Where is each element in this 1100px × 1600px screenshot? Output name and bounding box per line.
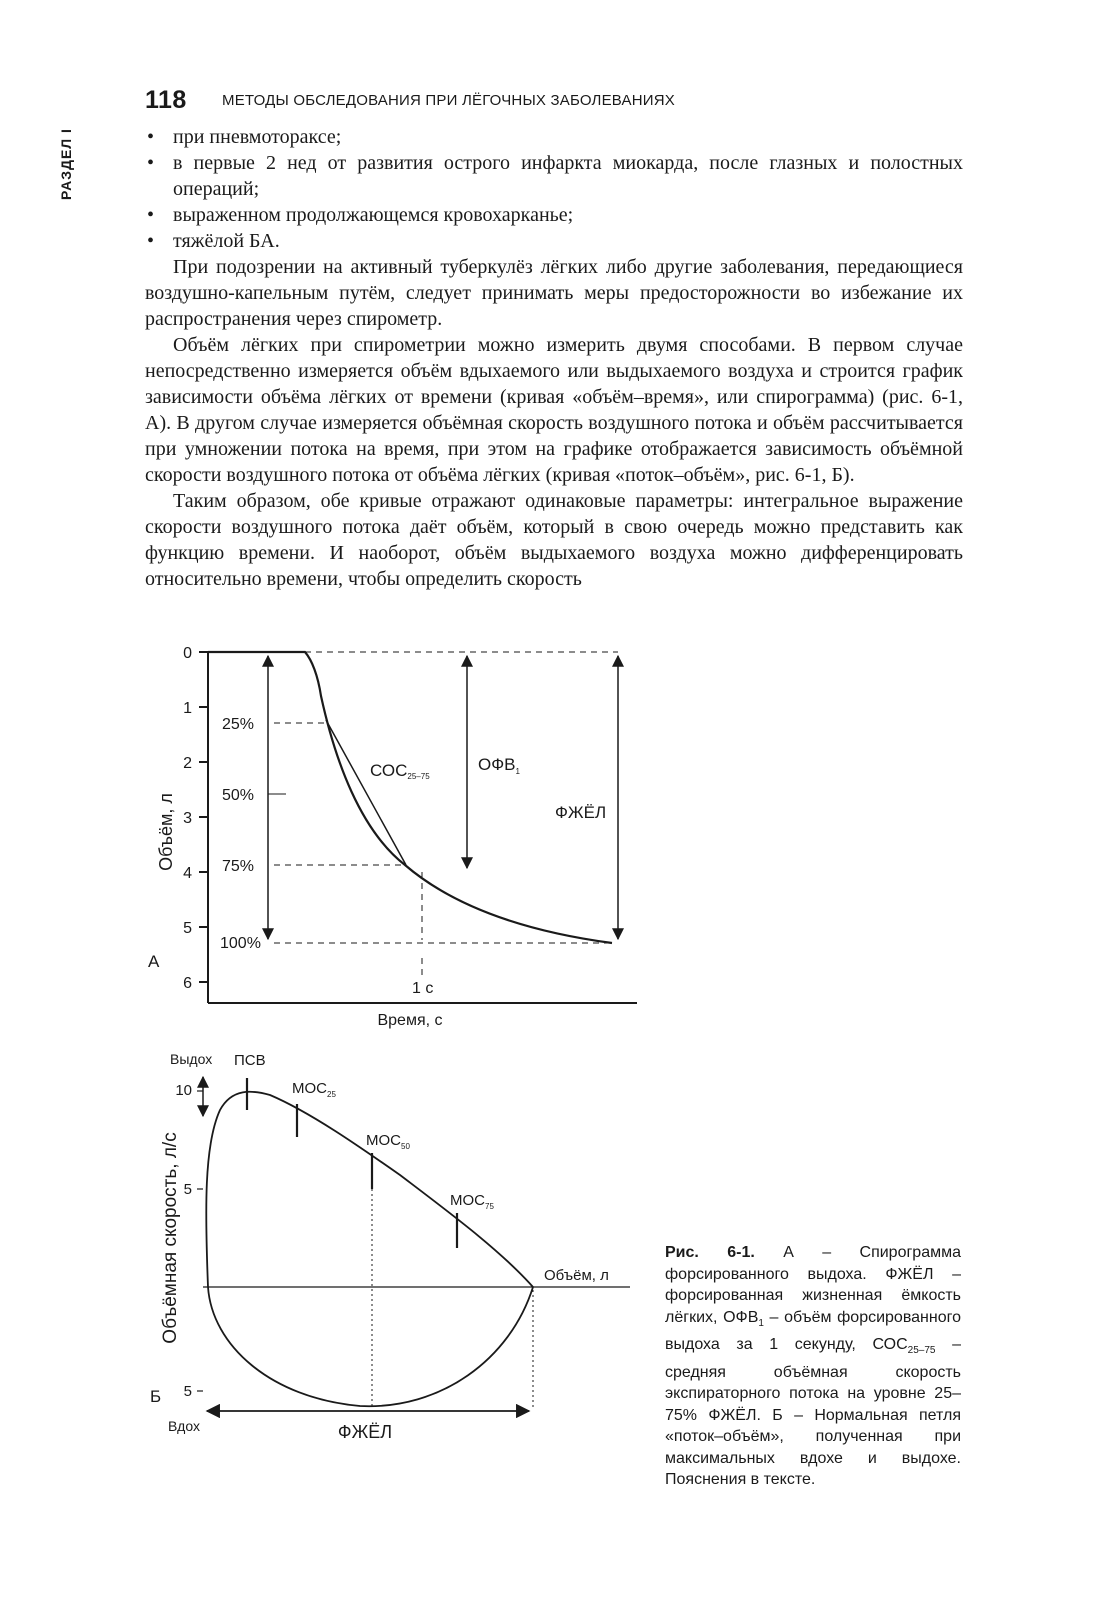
x-axis-label: Время, с bbox=[377, 1012, 443, 1029]
y-tick-marks bbox=[199, 652, 208, 982]
y-tick-label: 5 bbox=[183, 1383, 192, 1400]
flow-volume-inspiration bbox=[208, 1287, 533, 1406]
page-number: 118 bbox=[145, 86, 187, 114]
psv-label: ПСВ bbox=[234, 1052, 266, 1069]
y-tick-label: 4 bbox=[183, 865, 192, 882]
y-tick-label: 5 bbox=[183, 920, 192, 937]
panel-b bbox=[150, 1051, 630, 1442]
y-tick-label: 2 bbox=[183, 755, 192, 772]
list-item: • тяжёлой БА. bbox=[145, 228, 963, 254]
y-tick-label: 1 bbox=[183, 700, 192, 717]
running-head: МЕТОДЫ ОБСЛЕДОВАНИЯ ПРИ ЛЁГОЧНЫХ ЗАБОЛЕВАНИЯХ bbox=[222, 92, 675, 109]
flow-markers bbox=[247, 1078, 457, 1248]
percent-label: 100% bbox=[220, 935, 261, 952]
y-tick-marks bbox=[197, 1091, 203, 1391]
y-axis-label: Объём, л bbox=[156, 793, 176, 871]
figure-caption bbox=[665, 1242, 961, 1491]
flow-volume-expiration bbox=[206, 1092, 533, 1287]
mos-50-label: $МОС_{50}$ bbox=[366, 1132, 410, 1151]
list-item: • при пневмотораксе; bbox=[145, 124, 963, 150]
y-tick-label: 3 bbox=[183, 810, 192, 827]
section-tab: РАЗДЕЛ I bbox=[58, 128, 74, 200]
percent-label: 75% bbox=[222, 858, 255, 875]
y-tick-label: 10 bbox=[175, 1082, 192, 1099]
panel-label: Б bbox=[150, 1387, 162, 1406]
time-marker-label: 1 с bbox=[412, 980, 434, 997]
mos-75-label: $МОС_{75}$ bbox=[450, 1192, 494, 1211]
list-item: • выраженном продолжающемся кровохарканье; bbox=[145, 202, 963, 228]
percent-label: 25% bbox=[222, 716, 255, 733]
fzhel-label: ФЖЁЛ bbox=[555, 803, 607, 822]
fzhel-label: ФЖЁЛ bbox=[337, 1422, 393, 1442]
percent-label: 50% bbox=[222, 787, 255, 804]
panel-label: А bbox=[148, 952, 160, 971]
x-axis-label: Объём, л bbox=[544, 1267, 609, 1284]
caption-text: А – Спирограмма форсированного выдоха. ФЖЁЛ – форсированная жизненная ёмкость лёгких, ОФВ bbox=[665, 1244, 962, 1326]
y-tick-label: 0 bbox=[183, 645, 192, 662]
inspiration-label: Вдох bbox=[168, 1418, 200, 1434]
paragraph: Таким образом, обе кривые отражают одинаковые параметры: интегральное выражение скорости воздушного потока даёт объём, который в свою очередь можно представить как функцию времени. И наоборот, объём выдыхаемого воздуха можно дифференцировать относительно времени, чтобы определить скорость bbox=[145, 490, 963, 590]
caption-subscript: 25–75 bbox=[907, 1345, 936, 1357]
list-item: • в первые 2 нед от развития острого инфаркта миокарда, после глазных и полостных операций; bbox=[145, 150, 963, 202]
ofv1-label: $ОФВ_1$ bbox=[478, 755, 520, 776]
caption-subscript: 1 bbox=[758, 1317, 764, 1329]
expiration-label: Выдох bbox=[170, 1051, 213, 1067]
y-tick-label: 5 bbox=[183, 1181, 192, 1198]
y-axis-label: Объёмная скорость, л/с bbox=[160, 1132, 181, 1344]
caption-label: Рис. 6-1. bbox=[665, 1244, 755, 1261]
caption-text: – средняя объёмная скорость экспираторного потока на уровне 25–75% ФЖЁЛ. Б – Нормальная петля «поток–объём», полученная при максимальных вдохе и выдохе. Пояснения в тексте. bbox=[665, 1336, 961, 1489]
mos-25-label: $МОС_{25}$ bbox=[292, 1080, 336, 1099]
dotted-guides bbox=[372, 1189, 533, 1410]
caption-text: – объём форсированного выдоха за 1 секунду, СОС bbox=[665, 1308, 961, 1354]
sos-label: СОС25–75 bbox=[370, 761, 430, 781]
sos-chord bbox=[326, 720, 406, 865]
paragraph: При подозрении на активный туберкулёз лёгких либо другие заболевания, передающиеся воздушно-капельным путём, следует принимать меры предосторожности во избежание их распространения через спирометр. bbox=[145, 256, 963, 330]
y-tick-label: 6 bbox=[183, 975, 192, 992]
panel-a bbox=[148, 645, 637, 1029]
paragraph: Объём лёгких при спирометрии можно измерить двумя способами. В первом случае непосредственно измеряется объём вдыхаемого или выдыхаемого воздуха и строится график зависимости объёма лёгких от времени (кривая «объём–время», или спирограмма) (рис. 6-1, А). В другом случае измеряется объёмная скорость воздушного потока и объём рассчитывается при умножении потока на время, при этом на графике отображается зависимость объёмной скорости воздушного потока от объёма лёгких (кривая «поток–объём», рис. 6-1, Б). bbox=[145, 334, 963, 486]
